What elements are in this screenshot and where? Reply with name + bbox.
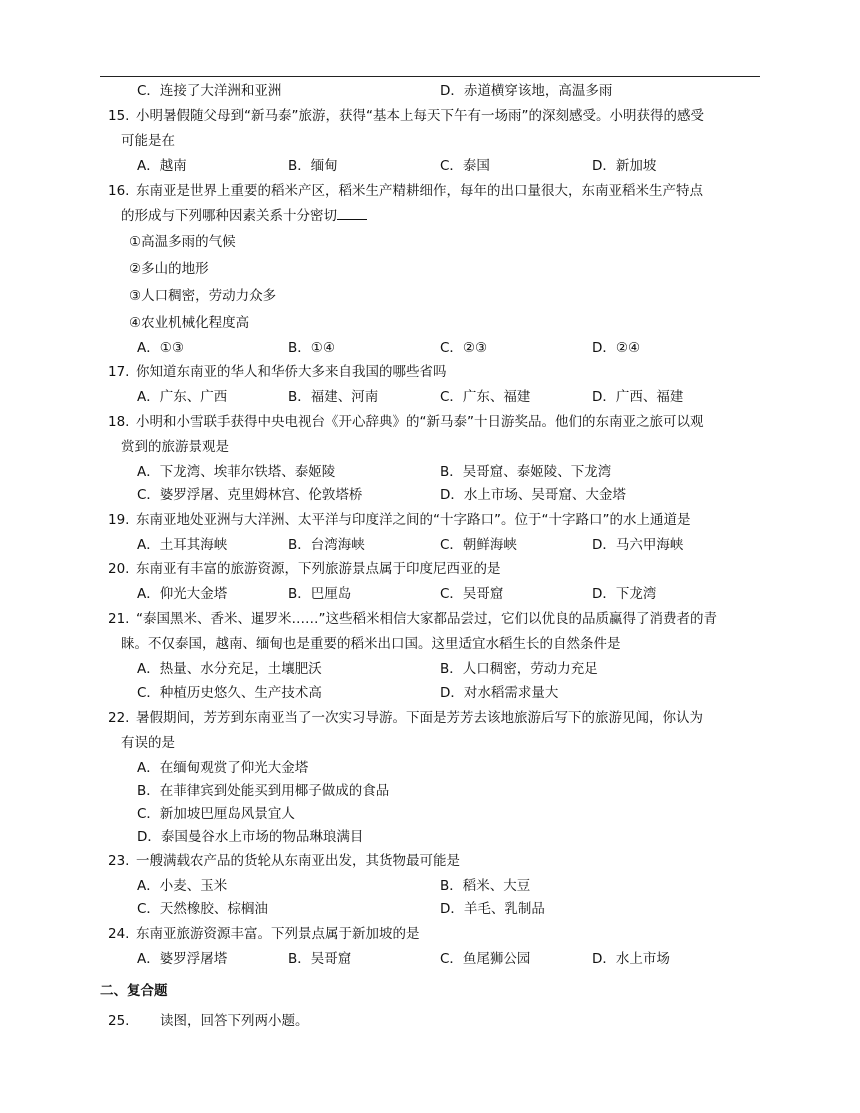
option-b: B．稻米、大豆	[440, 878, 531, 894]
option-b: B．巴厘岛	[288, 586, 352, 602]
header-rule	[100, 76, 760, 77]
option-c: C．天然橡胶、棕榈油	[137, 901, 268, 917]
question-number: 18.	[108, 414, 130, 430]
question-text: 东南亚是世界上重要的稻米产区，稻米生产精耕细作，每年的出口量很大，东南亚稻米生产特点	[136, 183, 703, 199]
question-number: 16.	[108, 183, 130, 199]
option-d: D．马六甲海峡	[592, 537, 684, 553]
answer-blank	[337, 207, 367, 220]
question-number: 23.	[108, 853, 130, 869]
option-a: A．①③	[137, 340, 184, 356]
option-a: A．土耳其海峡	[137, 537, 228, 553]
option-c: C．新加坡巴厘岛风景宜人	[137, 806, 295, 822]
option-c: C．连接了大洋洲和亚洲	[137, 83, 282, 99]
option-c: C．鱼尾狮公园	[440, 951, 531, 967]
option-d: D．新加坡	[592, 158, 657, 174]
statement-item: ③人口稠密，劳动力众多	[129, 288, 277, 304]
option-c: C．②③	[440, 340, 488, 356]
option-d: D．羊毛、乳制品	[440, 901, 545, 917]
question-text: 读图，回答下列两小题。	[160, 1013, 309, 1029]
option-c: C．吴哥窟	[440, 586, 504, 602]
question-text: 东南亚有丰富的旅游资源，下列旅游景点属于印度尼西亚的是	[136, 561, 501, 577]
option-a: A．广东、广西	[137, 389, 228, 405]
option-b: B．①④	[288, 340, 335, 356]
option-d: D．水上市场	[592, 951, 670, 967]
option-c: C．泰国	[440, 158, 490, 174]
option-c: C．种植历史悠久、生产技术高	[137, 685, 322, 701]
question-text: 睐。不仅泰国，越南、缅甸也是重要的稻米出口国。这里适宜水稻生长的自然条件是	[121, 636, 621, 652]
option-c: C．朝鲜海峡	[440, 537, 517, 553]
question-number: 25.	[108, 1013, 130, 1029]
section-title: 二、复合题	[100, 983, 168, 999]
question-text: 有误的是	[121, 735, 175, 751]
option-b: B．台湾海峡	[288, 537, 365, 553]
option-d: D．对水稻需求量大	[440, 685, 559, 701]
question-text: 暑假期间，芳芳到东南亚当了一次实习导游。下面是芳芳去该地旅游后写下的旅游见闻，你认为	[136, 710, 703, 726]
option-a: A．热量、水分充足，土壤肥沃	[137, 661, 322, 677]
question-text: 小明和小雪联手获得中央电视台《开心辞典》的“新马泰”十日游奖品。他们的东南亚之旅可以观	[136, 414, 704, 430]
option-d: D．②④	[592, 340, 641, 356]
question-number: 22.	[108, 710, 130, 726]
option-c: C．广东、福建	[440, 389, 531, 405]
option-d: D．泰国曼谷水上市场的物品琳琅满目	[137, 829, 364, 845]
option-a: A．下龙湾、埃菲尔铁塔、泰姬陵	[137, 464, 336, 480]
option-c: C．婆罗浮屠、克里姆林宫、伦敦塔桥	[137, 487, 363, 503]
statement-item: ①高温多雨的气候	[129, 234, 236, 250]
option-b: B．人口稠密，劳动力充足	[440, 661, 598, 677]
question-number: 19.	[108, 512, 130, 528]
question-text: 赏到的旅游景观是	[121, 439, 229, 455]
option-b: B．吴哥窟	[288, 951, 352, 967]
question-number: 15.	[108, 108, 130, 124]
question-number: 24.	[108, 926, 130, 942]
statement-item: ④农业机械化程度高	[129, 315, 250, 331]
statement-item: ②多山的地形	[129, 261, 209, 277]
option-d: D．水上市场、吴哥窟、大金塔	[440, 487, 626, 503]
question-text: 一艘满载农产品的货轮从东南亚出发，其货物最可能是	[136, 853, 460, 869]
option-b: B．吴哥窟、泰姬陵、下龙湾	[440, 464, 612, 480]
option-b: B．缅甸	[288, 158, 338, 174]
option-a: A．仰光大金塔	[137, 586, 228, 602]
option-d: D．赤道横穿该地，高温多雨	[440, 83, 613, 99]
question-text: 你知道东南亚的华人和华侨大多来自我国的哪些省吗	[136, 364, 447, 380]
question-number: 20.	[108, 561, 130, 577]
option-b: B．福建、河南	[288, 389, 379, 405]
question-text: 可能是在	[121, 133, 175, 149]
question-text	[121, 207, 367, 225]
option-d: D．广西、福建	[592, 389, 684, 405]
question-text: “泰国黑米、香米、暹罗米……”这些稻米相信大家都品尝过，它们以优良的品质赢得了消费者的青	[136, 611, 717, 627]
question-text: 小明暑假随父母到“新马泰”旅游，获得“基本上每天下午有一场雨”的深刻感受。小明获得的感受	[136, 108, 704, 124]
option-d: D．下龙湾	[592, 586, 657, 602]
question-number: 17.	[108, 364, 130, 380]
option-b: B．在菲律宾到处能买到用椰子做成的食品	[137, 783, 390, 799]
question-text: 东南亚旅游资源丰富。下列景点属于新加坡的是	[136, 926, 420, 942]
option-a: A．在缅甸观赏了仰光大金塔	[137, 760, 309, 776]
option-a: A．小麦、玉米	[137, 878, 228, 894]
question-text-part: 的形成与下列哪种因素关系十分密切	[121, 208, 337, 224]
question-text: 东南亚地处亚洲与大洋洲、太平洋与印度洋之间的“十字路口”。位于“十字路口”的水上通道是	[136, 512, 691, 528]
option-a: A．越南	[137, 158, 187, 174]
option-a: A．婆罗浮屠塔	[137, 951, 228, 967]
question-number: 21.	[108, 611, 130, 627]
